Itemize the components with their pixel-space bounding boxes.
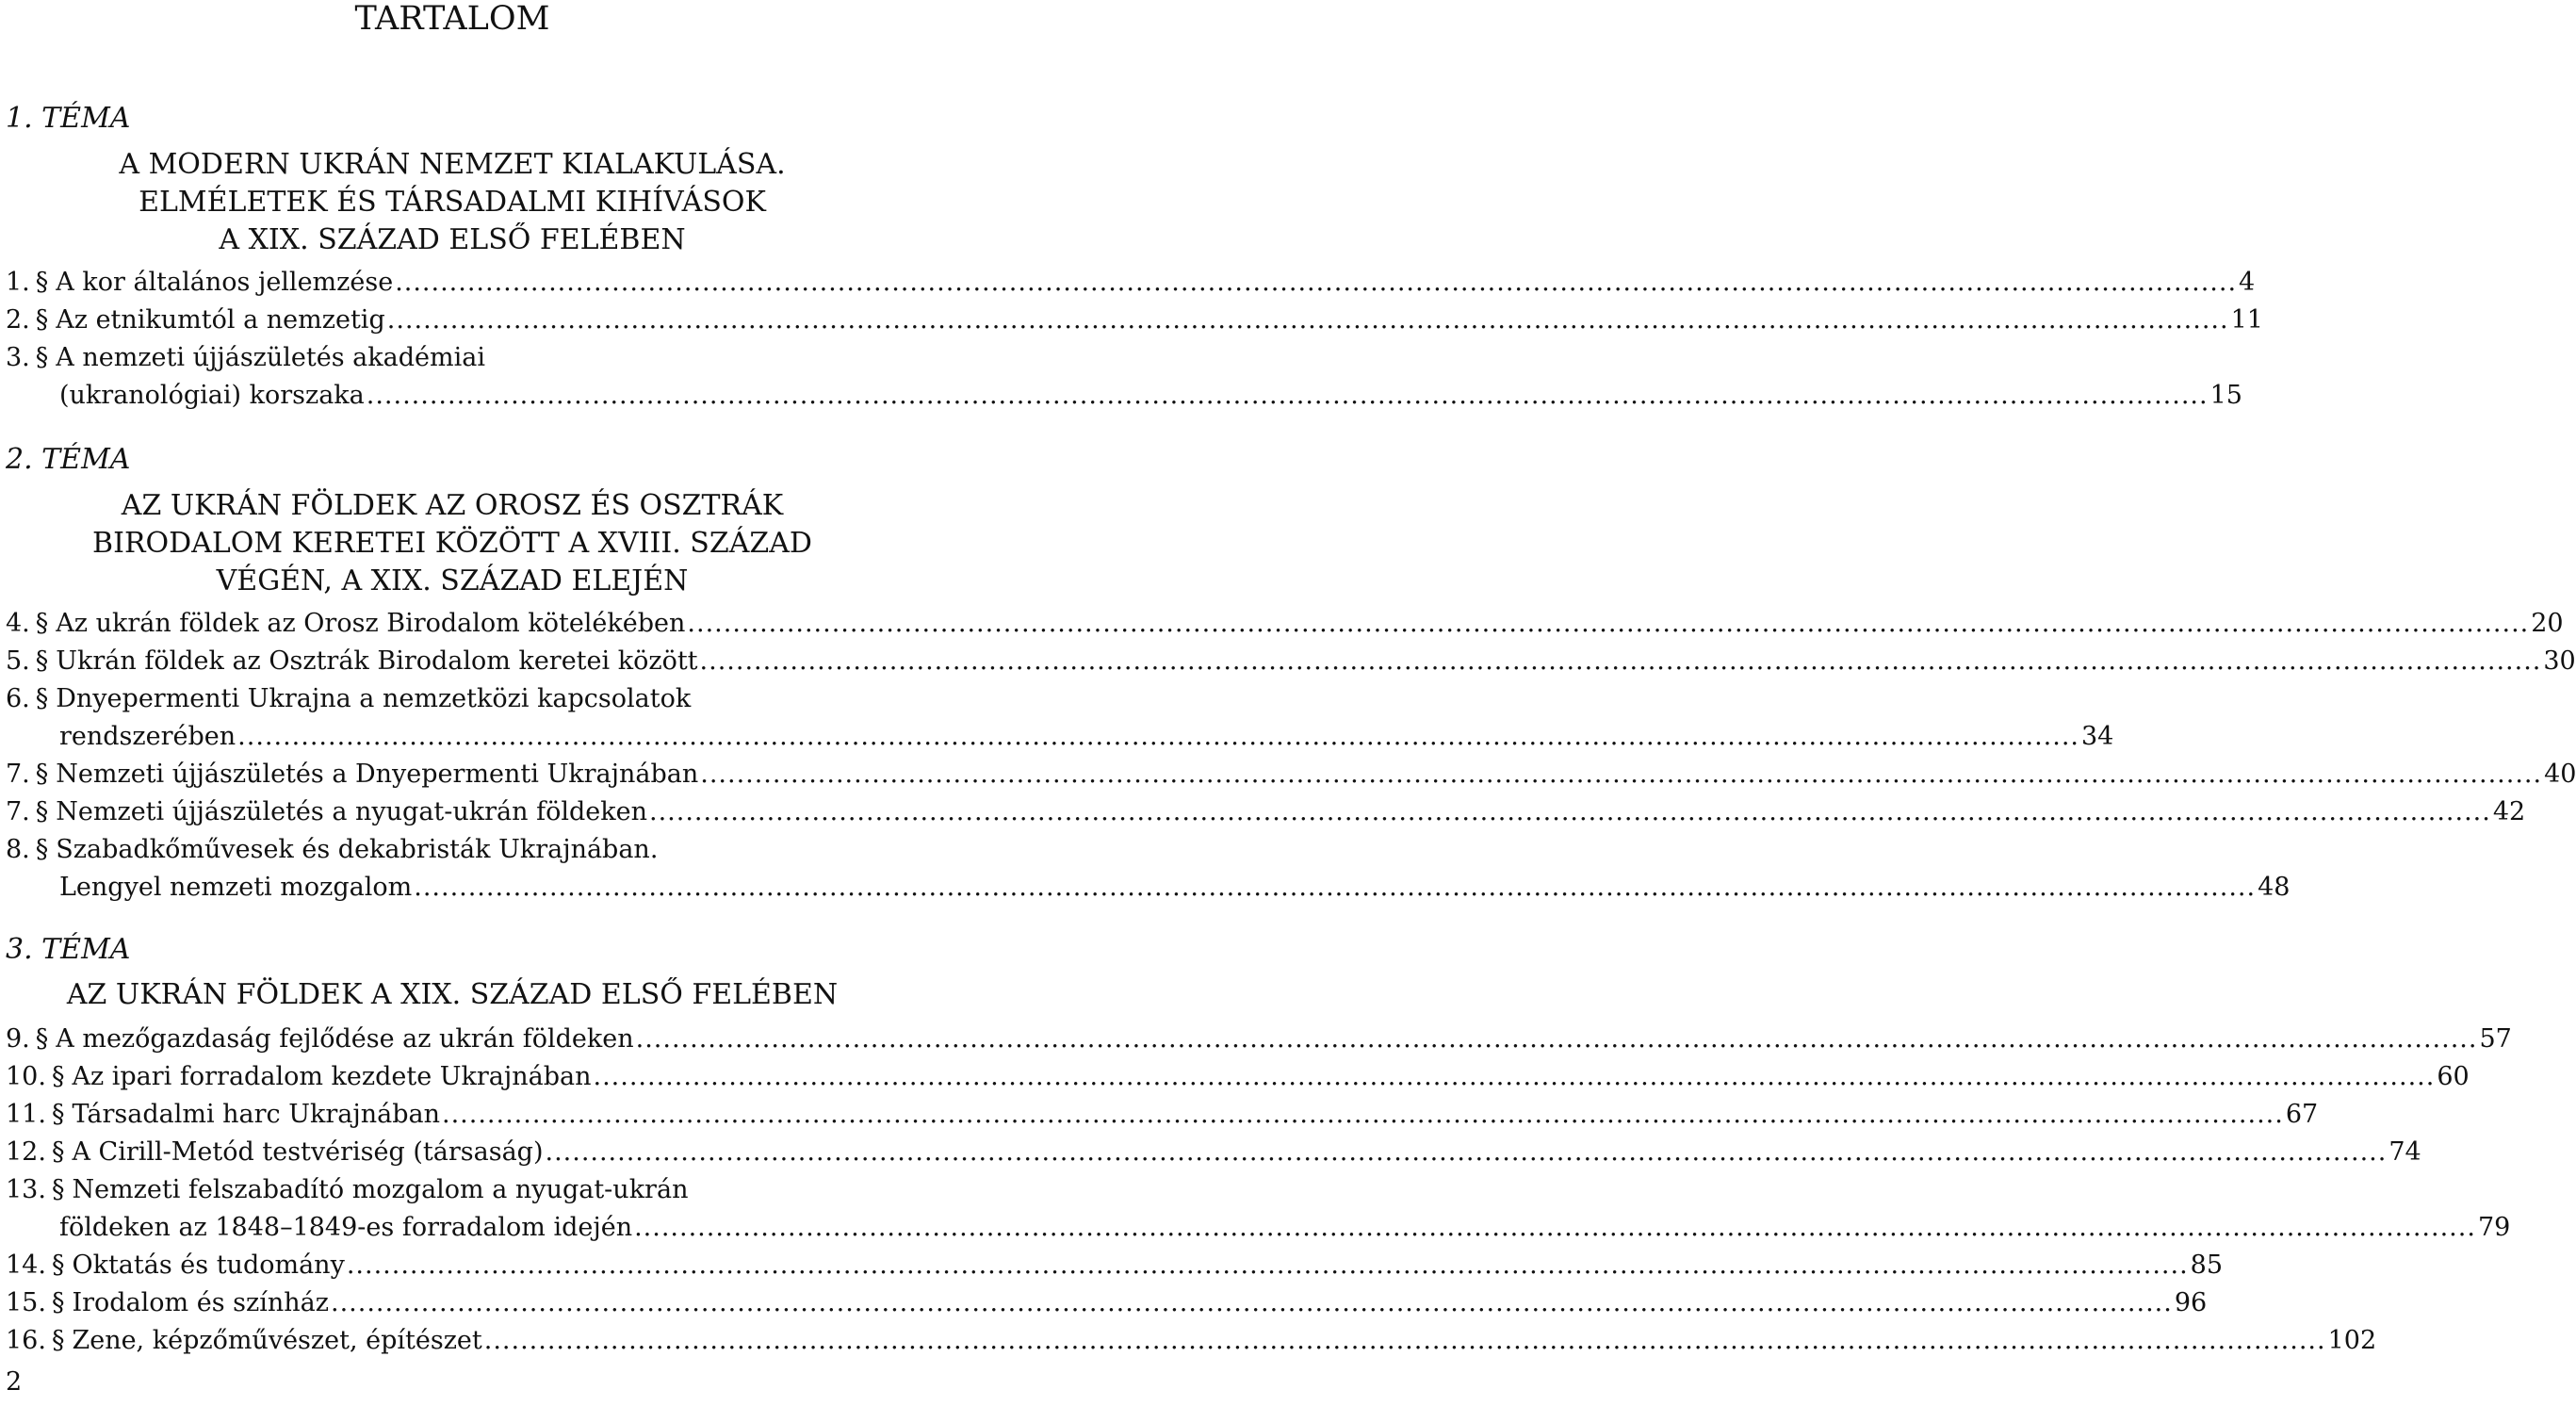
entry-title-continued: (ukranológiai) korszaka [59,380,365,410]
entry-page-number: 4 [2239,268,2256,297]
dot-leader [395,267,2237,298]
entry-number: 3. [6,343,30,372]
dot-leader [636,1023,2478,1054]
toc-entry[interactable] [6,1250,2224,1287]
dot-leader [387,304,2229,335]
page-number: 2 [6,1367,23,1397]
dot-leader [484,1325,2326,1356]
entry-number: 13. [6,1175,46,1204]
entry-number: 11. [6,1100,46,1129]
section-sign-icon: § [35,1024,49,1054]
section-sign-icon: § [35,835,49,864]
section-sign-icon: § [51,1288,65,1317]
entry-number: 9. [6,1024,30,1054]
dot-leader [331,1287,2173,1318]
section-sign-icon: § [35,684,49,713]
section-sign-icon: § [35,305,49,335]
entry-title: A nemzeti újjászületés akadémiai [56,343,485,372]
dot-leader [414,872,2256,903]
topic-heading-line: AZ UKRÁN FÖLDEK A XIX. SZÁZAD ELSŐ FELÉBEN [66,978,839,1011]
toc-entry[interactable] [6,1287,2208,1325]
dot-leader [545,1136,2387,1168]
entry-number: 5. [6,646,30,676]
toc-entry[interactable] [6,683,2114,758]
entry-page-number: 34 [2081,721,2114,751]
entry-title-continued: Lengyel nemzeti mozgalom [59,872,413,902]
entry-page-number: 96 [2174,1288,2208,1317]
section-sign-icon: § [35,760,49,789]
entry-number: 14. [6,1251,46,1280]
toc-entry[interactable] [6,646,2576,683]
entry-page-number: 30 [2543,646,2576,676]
toc-entry[interactable] [6,834,2291,908]
dot-leader [700,646,2542,677]
section-sign-icon: § [51,1100,65,1129]
toc-entry[interactable] [6,608,2564,646]
section-sign-icon: § [51,1137,65,1167]
entry-number: 4. [6,609,30,638]
entry-number: 7. [6,797,30,826]
topic-label: 2. TÉMA [6,443,131,476]
topic-heading-line: A MODERN UKRÁN NEMZET KIALAKULÁSA. [119,148,786,181]
dot-leader [237,721,2079,752]
entry-number: 15. [6,1288,46,1317]
toc-entry[interactable] [6,796,2526,834]
entry-title: A Cirill-Metód testvériség (társaság) [72,1137,544,1167]
entry-page-number: 48 [2258,872,2291,902]
entry-number: 7. [6,760,30,789]
page-title: TARTALOM [354,0,550,38]
section-sign-icon: § [51,1062,65,1091]
entry-page-number: 11 [2230,305,2263,335]
entry-title: Zene, képzőművészet, építészet [72,1326,482,1355]
section-sign-icon: § [51,1251,65,1280]
entry-title: Nemzeti újjászületés a nyugat-ukrán földeken [56,797,647,826]
toc-entry[interactable] [6,1174,2511,1249]
topic-heading-line: BIRODALOM KERETEI KÖZÖTT A XVIII. SZÁZAD [92,527,812,560]
dot-leader [367,380,2209,411]
entry-title: Oktatás és tudomány [72,1251,345,1280]
entry-page-number: 20 [2531,609,2564,638]
section-sign-icon: § [35,343,49,372]
entry-title: Nemzeti újjászületés a Dnyepermenti Ukrajnában [56,760,699,789]
entry-number: 10. [6,1062,46,1091]
entry-title: Ukrán földek az Osztrák Birodalom keretei között [56,646,698,676]
entry-title: Irodalom és színház [72,1288,329,1317]
entry-title: A mezőgazdaság fejlődése az ukrán földeken [56,1024,634,1054]
dot-leader [347,1250,2189,1281]
entry-title: Az ukrán földek az Orosz Birodalom kötelékében [56,609,686,638]
entry-number: 12. [6,1137,46,1167]
toc-entry[interactable] [6,304,2263,342]
entry-title-continued: földeken az 1848–1849-es forradalom idején [59,1212,633,1242]
entry-page-number: 79 [2477,1212,2511,1242]
entry-number: 2. [6,305,30,335]
topic-heading-line: A XIX. SZÁZAD ELSŐ FELÉBEN [219,223,686,256]
toc-entry[interactable] [6,342,2242,417]
toc-entry[interactable] [6,267,2256,304]
entry-title-continued: rendszerében [59,721,236,751]
dot-leader [594,1061,2436,1092]
section-sign-icon: § [35,797,49,826]
topic-label: 3. TÉMA [6,933,131,966]
topic-label: 1. TÉMA [6,102,131,135]
toc-entry[interactable] [6,1023,2512,1061]
entry-page-number: 60 [2437,1062,2470,1091]
entry-title: Nemzeti felszabadító mozgalom a nyugat-ukrán [72,1175,689,1204]
toc-entry[interactable] [6,1325,2377,1363]
entry-title: Dnyepermenti Ukrajna a nemzetközi kapcsolatok [56,684,692,713]
entry-page-number: 57 [2479,1024,2512,1054]
toc-entry[interactable] [6,759,2576,796]
topic-heading-line: AZ UKRÁN FÖLDEK AZ OROSZ ÉS OSZTRÁK [121,489,784,522]
entry-page-number: 40 [2544,760,2576,789]
entry-page-number: 85 [2190,1251,2224,1280]
toc-entry[interactable] [6,1136,2421,1174]
entry-number: 1. [6,268,30,297]
entry-page-number: 74 [2389,1137,2421,1167]
section-sign-icon: § [51,1326,65,1355]
section-sign-icon: § [35,609,49,638]
entry-title: Társadalmi harc Ukrajnában [72,1100,441,1129]
dot-leader [649,796,2491,827]
entry-number: 6. [6,684,30,713]
dot-leader [442,1099,2284,1130]
topic-heading-line: VÉGÉN, A XIX. SZÁZAD ELEJÉN [216,564,689,597]
topic-heading-line: ELMÉLETEK ÉS TÁRSADALMI KIHÍVÁSOK [139,186,766,219]
toc-entry[interactable] [6,1061,2470,1099]
dot-leader [700,759,2542,790]
entry-page-number: 42 [2492,797,2526,826]
section-sign-icon: § [35,646,49,676]
section-sign-icon: § [35,268,49,297]
entry-title: A kor általános jellemzése [56,268,394,297]
entry-title: Az ipari forradalom kezdete Ukrajnában [72,1062,592,1091]
entry-number: 16. [6,1326,46,1355]
dot-leader [634,1212,2476,1243]
toc-entry[interactable] [6,1099,2319,1136]
entry-number: 8. [6,835,30,864]
dot-leader [687,608,2529,639]
section-sign-icon: § [51,1175,65,1204]
entry-title: Szabadkőművesek és dekabristák Ukrajnában. [56,835,659,864]
entry-page-number: 15 [2209,380,2242,410]
entry-title: Az etnikumtól a nemzetig [56,305,385,335]
entry-page-number: 67 [2285,1100,2319,1129]
entry-page-number: 102 [2327,1326,2377,1355]
